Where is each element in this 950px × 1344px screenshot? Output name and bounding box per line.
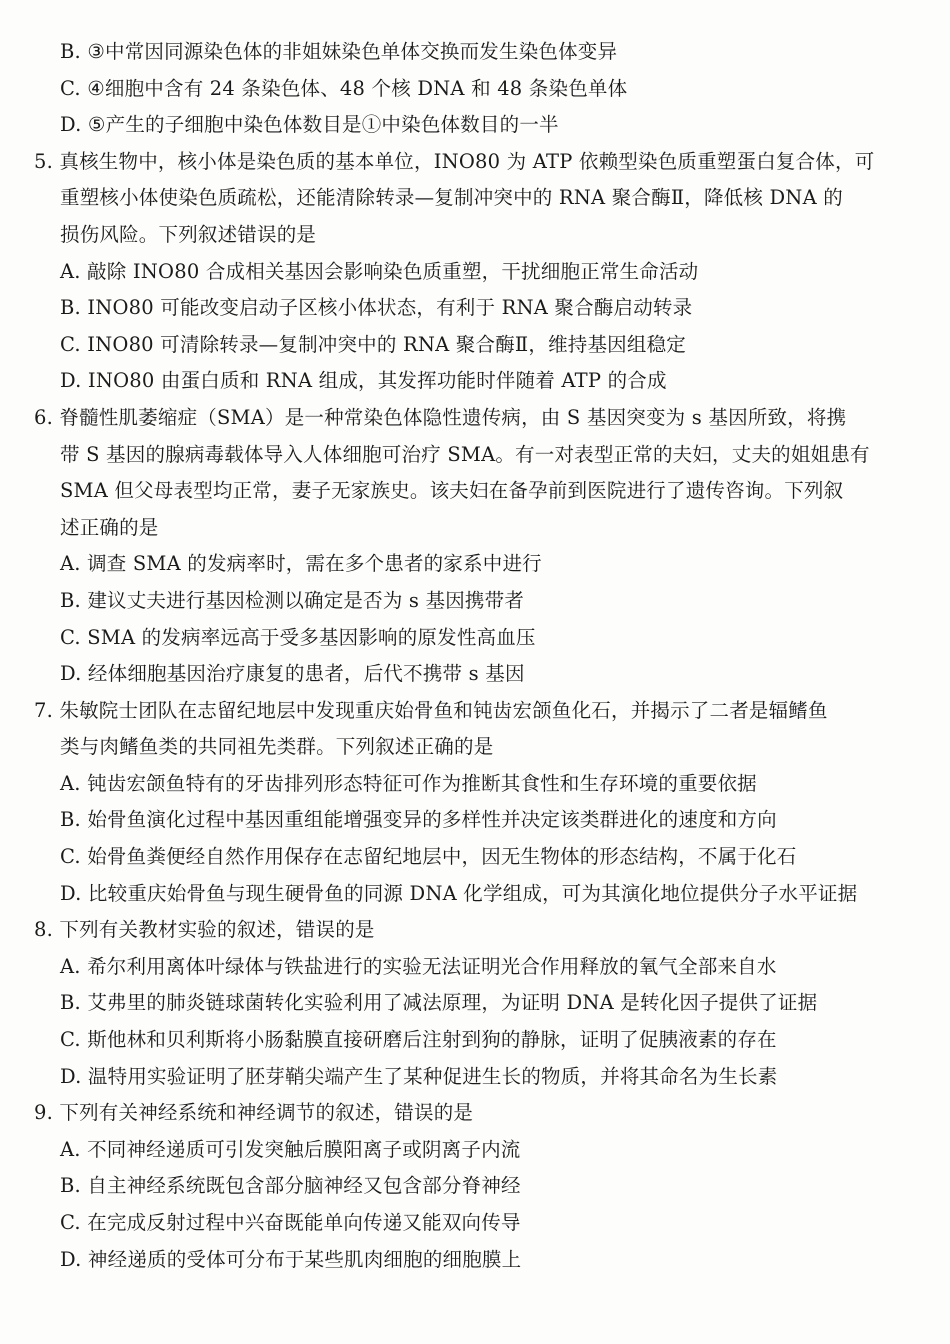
question-7-stem-line-1: 7. 朱敏院士团队在志留纪地层中发现重庆始骨鱼和钝齿宏颌鱼化石，并揭示了二者是辐鳍鱼: [34, 698, 828, 722]
question-7-option-d: D. 比较重庆始骨鱼与现生硬骨鱼的同源 DNA 化学组成，可为其演化地位提供分子水平证据: [60, 881, 858, 905]
q4-option-b: B. ③中常因同源染色体的非姐妹染色单体交换而发生染色体变异: [60, 40, 618, 63]
question-9-option-b: B. 自主神经系统既包含部分脑神经又包含部分脊神经: [60, 1174, 521, 1198]
question-9-stem-line-1: 9. 下列有关神经系统和神经调节的叙述，错误的是: [34, 1101, 474, 1125]
question-9-option-a: A. 不同神经递质可引发突触后膜阳离子或阴离子内流: [60, 1137, 521, 1161]
question-6-option-b: B. 建议丈夫进行基因检测以确定是否为 s 基因携带者: [60, 588, 525, 612]
question-7-option-b: B. 始骨鱼演化过程中基因重组能增强变异的多样性并决定该类群进化的速度和方向: [60, 808, 777, 832]
question-6-stem-line-3: SMA 但父母表型均正常，妻子无家族史。该夫妇在备孕前到医院进行了遗传咨询。下列叙: [60, 479, 844, 503]
question-6-option-a: A. 调查 SMA 的发病率时，需在多个患者的家系中进行: [60, 552, 542, 576]
question-5-stem-line-1: 5. 真核生物中，核小体是染色质的基本单位，INO80 为 ATP 依赖型染色质重塑蛋白复合体，可: [34, 149, 875, 173]
page-content: [30, 34, 925, 1278]
question-8-option-d: D. 温特用实验证明了胚芽鞘尖端产生了某种促进生长的物质，并将其命名为生长素: [60, 1064, 778, 1088]
question-8-option-a: A. 希尔利用离体叶绿体与铁盐进行的实验无法证明光合作用释放的氧气全部来自水: [60, 954, 777, 978]
question-6-stem-line-1: 6. 脊髓性肌萎缩症（SMA）是一种常染色体隐性遗传病，由 S 基因突变为 s 基因所致，将携: [34, 405, 847, 429]
question-6-option-c: C. SMA 的发病率远高于受多基因影响的原发性高血压: [60, 625, 536, 649]
question-5-stem-line-3: 损伤风险。下列叙述错误的是: [60, 222, 317, 246]
question-5: [30, 144, 925, 400]
question-6: [30, 400, 925, 693]
question-9-option-c: C. 在完成反射过程中兴奋既能单向传递又能双向传导: [60, 1211, 521, 1234]
question-5-option-d: D. INO80 由蛋白质和 RNA 组成，其发挥功能时伴随着 ATP 的合成: [60, 369, 667, 393]
question-7-option-a: A. 钝齿宏颌鱼特有的牙齿排列形态特征可作为推断其食性和生存环境的重要依据: [60, 771, 757, 795]
question-6-option-d: D. 经体细胞基因治疗康复的患者，后代不携带 s 基因: [60, 662, 525, 686]
question-6-stem-line-4: 述正确的是: [60, 515, 159, 539]
q4-option-d: D. ⑤产生的子细胞中染色体数目是①中染色体数目的一半: [60, 113, 559, 137]
question-6-stem-line-2: 带 S 基因的腺病毒载体导入人体细胞可治疗 SMA。有一对表型正常的夫妇，丈夫的姐姐患有: [60, 442, 870, 466]
question-8: [30, 912, 925, 1095]
question-9-option-d: D. 神经递质的受体可分布于某些肌肉细胞的细胞膜上: [60, 1247, 522, 1271]
question-8-option-c: C. 斯他林和贝利斯将小肠黏膜直接研磨后注射到狗的静脉，证明了促胰液素的存在: [60, 1028, 777, 1052]
question-7: [30, 693, 925, 913]
question-5-stem-line-2: 重塑核小体使染色质疏松，还能清除转录—复制冲突中的 RNA 聚合酶Ⅱ，降低核 DNA 的: [60, 186, 843, 210]
q4-option-c: C. ④细胞中含有 24 条染色体、48 个核 DNA 和 48 条染色单体: [60, 76, 628, 100]
question-7-option-c: C. 始骨鱼粪便经自然作用保存在志留纪地层中，因无生物体的形态结构，不属于化石: [60, 845, 797, 869]
question-8-option-b: B. 艾弗里的肺炎链球菌转化实验利用了减法原理，为证明 DNA 是转化因子提供了证据: [60, 991, 818, 1015]
question-7-stem-line-2: 类与肉鳍鱼类的共同祖先类群。下列叙述正确的是: [60, 735, 494, 759]
question-9: [30, 1095, 925, 1278]
question-5-option-a: A. 敲除 INO80 合成相关基因会影响染色质重塑，干扰细胞正常生命活动: [60, 259, 699, 283]
question-5-option-c: C. INO80 可清除转录—复制冲突中的 RNA 聚合酶Ⅱ，维持基因组稳定: [60, 332, 686, 356]
question-5-option-b: B. INO80 可能改变启动子区核小体状态，有利于 RNA 聚合酶启动转录: [60, 296, 693, 320]
question-8-stem-line-1: 8. 下列有关教材实验的叙述，错误的是: [34, 918, 375, 942]
